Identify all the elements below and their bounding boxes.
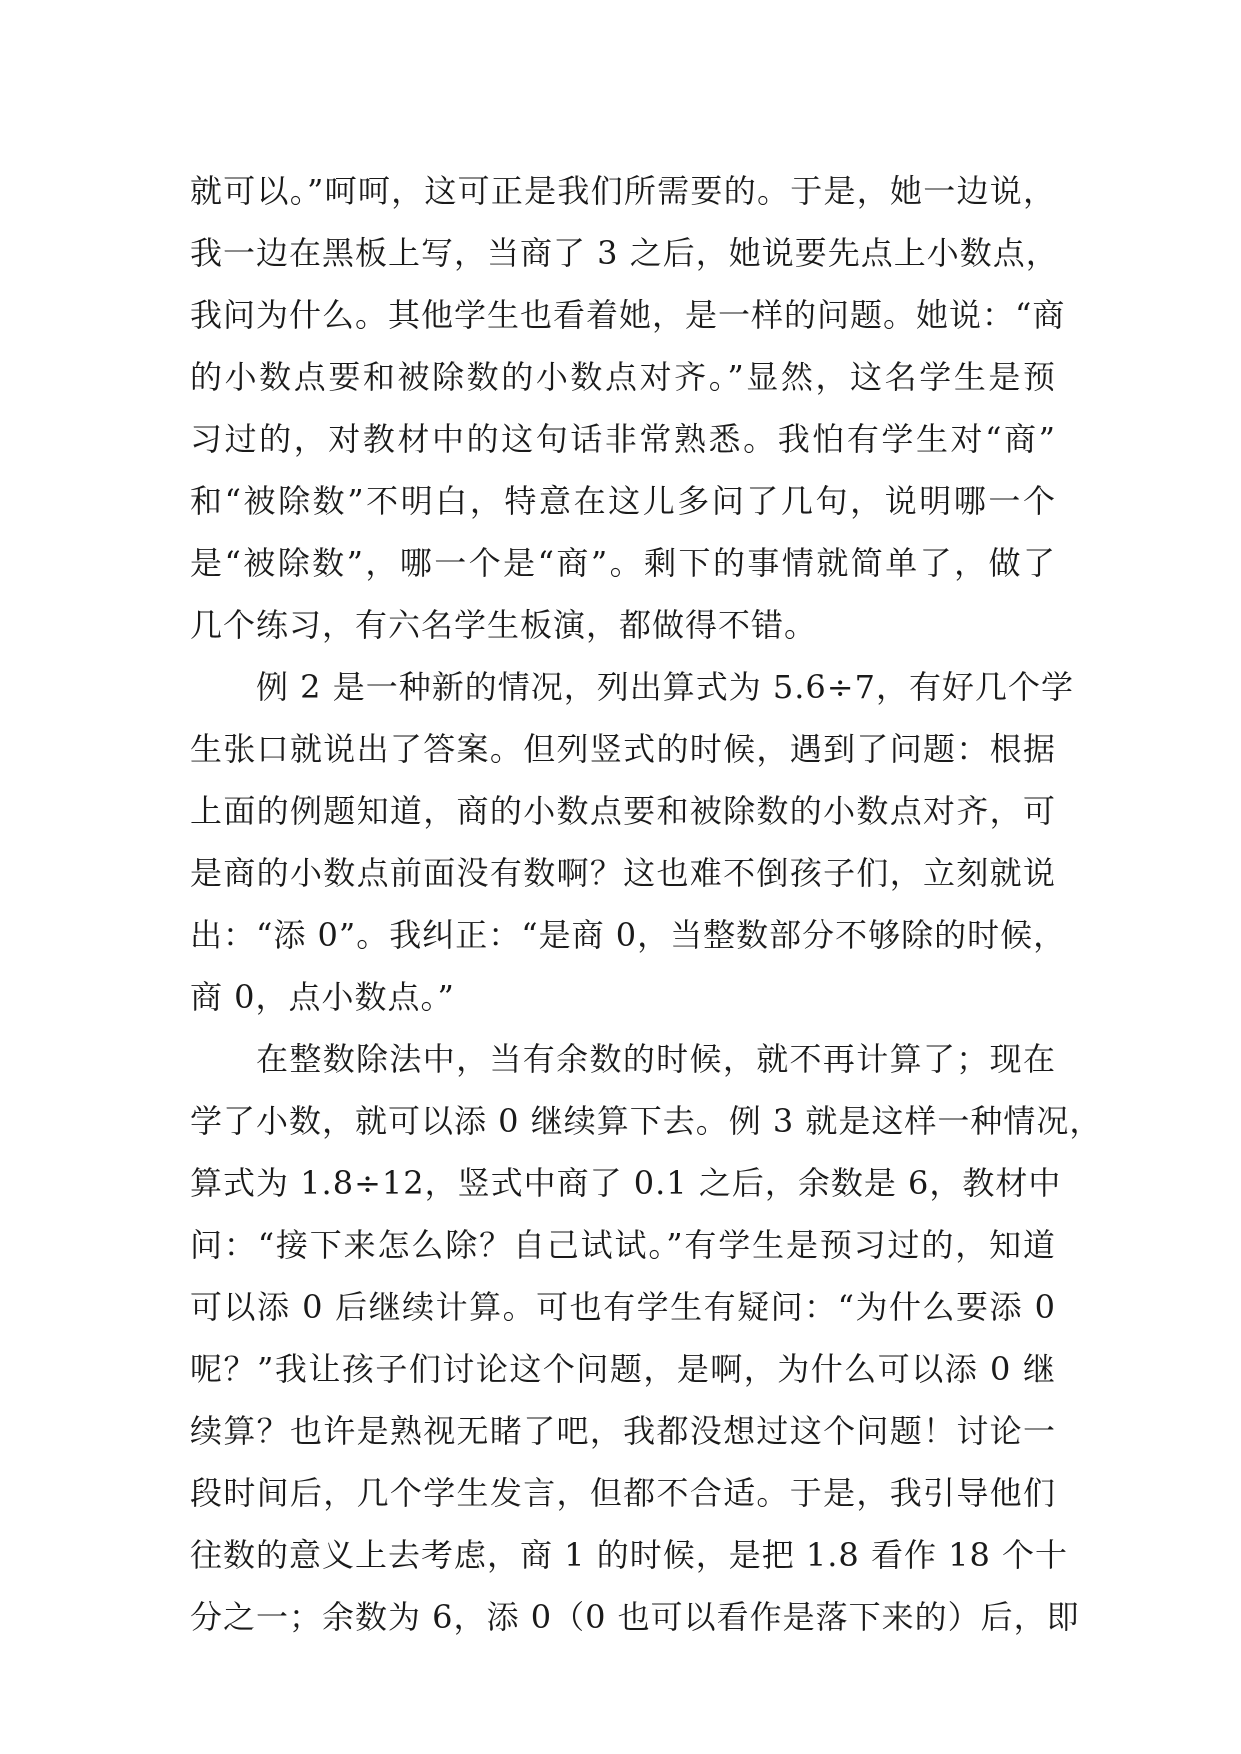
text-line: 几个练习，有六名学生板演，都做得不错。 [190, 606, 818, 644]
text-line: 往数的意义上去考虑，商 1 的时候，是把 1.8 看作 18 个十 [190, 1536, 1069, 1574]
text-line: 续算？也许是熟视无睹了吧，我都没想过这个问题！讨论一 [190, 1412, 1056, 1450]
text-line: 段时间后，几个学生发言，但都不合适。于是，我引导他们 [190, 1474, 1056, 1512]
text-line: 就可以。”呵呵，这可正是我们所需要的。于是，她一边说， [190, 172, 1056, 210]
text-line: 和“被除数”不明白，特意在这儿多问了几句，说明哪一个 [190, 482, 1056, 520]
text-line: 习过的，对教材中的这句话非常熟悉。我怕有学生对“商” [190, 420, 1056, 458]
text-line: 在整数除法中，当有余数的时候，就不再计算了；现在 [256, 1040, 1056, 1078]
paragraph-1 [190, 160, 1066, 656]
text-line: 上面的例题知道，商的小数点要和被除数的小数点对齐，可 [190, 792, 1056, 830]
text-line: 出：“添 0”。我纠正：“是商 0，当整数部分不够除的时候， [190, 916, 1067, 954]
paragraph-3 [190, 1028, 1103, 1648]
text-line: 生张口就说出了答案。但列竖式的时候，遇到了问题：根据 [190, 730, 1056, 768]
text-line: 我一边在黑板上写，当商了 3 之后，她说要先点上小数点， [190, 234, 1059, 272]
text-line: 是商的小数点前面没有数啊？这也难不倒孩子们，立刻就说 [190, 854, 1056, 892]
body-text [190, 160, 1103, 1648]
text-line: 我问为什么。其他学生也看着她，是一样的问题。她说：“商 [190, 296, 1066, 334]
text-line: 例 2 是一种新的情况，列出算式为 5.6÷7，有好几个学 [256, 668, 1074, 706]
text-line: 分之一；余数为 6，添 0（0 也可以看作是落下来的）后，即 [190, 1598, 1080, 1636]
text-line: 学了小数，就可以添 0 继续算下去。例 3 就是这样一种情况， [190, 1102, 1103, 1140]
text-line: 可以添 0 后继续计算。可也有学生有疑问：“为什么要添 0 [190, 1288, 1056, 1326]
paragraph-2 [190, 656, 1074, 1028]
text-line: 的小数点要和被除数的小数点对齐。”显然，这名学生是预 [190, 358, 1056, 396]
text-line: 是“被除数”，哪一个是“商”。剩下的事情就简单了，做了 [190, 544, 1056, 582]
text-line: 呢？”我让孩子们讨论这个问题，是啊，为什么可以添 0 继 [190, 1350, 1056, 1388]
text-line: 商 0，点小数点。” [190, 978, 455, 1016]
text-line: 问：“接下来怎么除？自己试试。”有学生是预习过的，知道 [190, 1226, 1056, 1264]
text-line: 算式为 1.8÷12，竖式中商了 0.1 之后，余数是 6，教材中 [190, 1164, 1062, 1202]
